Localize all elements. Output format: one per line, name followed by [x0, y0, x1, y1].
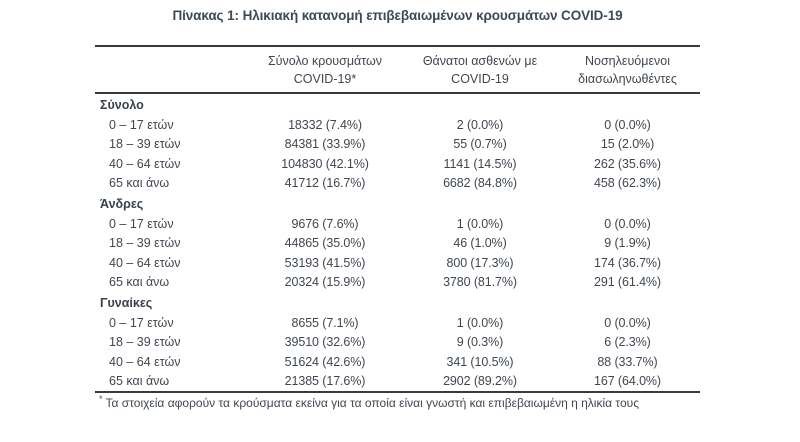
age-group-label: 18 – 39 ετών: [109, 236, 181, 251]
col-header-line: Νοσηλευόμενοι: [584, 54, 670, 68]
deaths-value: 46 (1.0%): [453, 236, 507, 251]
age-group-label: 65 και άνω: [109, 176, 170, 191]
intubated-value: 458 (62.3%): [594, 176, 661, 191]
deaths-value: 1141 (14.5%): [443, 156, 517, 171]
intubated-value: 6 (2.3%): [604, 335, 651, 350]
cases-value: 9676 (7.6%): [291, 216, 359, 231]
deaths-value: 55 (0.7%): [453, 137, 507, 152]
intubated-value: 0 (0.0%): [604, 117, 651, 132]
table-row: [95, 154, 700, 174]
table-row: [95, 253, 700, 273]
intubated-value: 9 (1.9%): [604, 236, 651, 251]
intubated-value: 167 (64.0%): [594, 374, 661, 389]
table-row: [95, 273, 700, 293]
intubated-value: 0 (0.0%): [604, 315, 651, 330]
section-header-women: Γυναίκες: [100, 296, 153, 310]
deaths-value: 2 (0.0%): [456, 117, 504, 132]
intubated-value: 0 (0.0%): [604, 216, 651, 231]
footnote-text: Τα στοιχεία αφορούν τα κρούσματα εκείνα για τα οποία είναι γνωστή και επιβεβαιωμένη η ηλικία τους: [105, 396, 639, 410]
footnote: [95, 394, 755, 410]
table-body: [95, 94, 700, 393]
deaths-value: 1 (0.0%): [456, 315, 504, 330]
table-row: [95, 352, 700, 372]
age-group-label: 0 – 17 ετών: [109, 315, 174, 330]
intubated-value: 88 (33.7%): [597, 354, 658, 369]
footnote-asterisk: *: [99, 394, 103, 404]
table-row: [95, 214, 700, 234]
section-header-total: Σύνολο: [100, 98, 144, 112]
col-header-line: Θάνατοι ασθενών με: [422, 54, 538, 68]
age-group-label: 0 – 17 ετών: [109, 117, 174, 132]
cases-value: 44865 (35.0%): [284, 236, 366, 251]
cases-value: 20324 (15.9%): [284, 275, 366, 290]
intubated-value: 262 (35.6%): [594, 156, 661, 171]
covid-age-distribution-table: [95, 45, 700, 393]
col-header-total-cases: [245, 52, 405, 88]
cases-value: 39510 (32.6%): [284, 335, 366, 350]
cases-value: 53193 (41.5%): [284, 255, 366, 270]
section-header-men: Άνδρες: [100, 197, 144, 211]
table-row: [95, 174, 700, 194]
cases-value: 21385 (17.6%): [284, 374, 366, 389]
table-row: [95, 115, 700, 135]
age-group-label: 0 – 17 ετών: [109, 216, 174, 231]
cases-value: 18332 (7.4%): [288, 117, 362, 132]
cases-value: 104830 (42.1%): [281, 156, 369, 171]
deaths-value: 2902 (89.2%): [443, 374, 517, 389]
deaths-value: 3780 (81.7%): [443, 275, 517, 290]
col-header-intubated: [555, 52, 700, 88]
col-header-line: COVID-19*: [293, 72, 357, 86]
deaths-value: 1 (0.0%): [456, 216, 504, 231]
age-group-label: 40 – 64 ετών: [109, 255, 181, 270]
table-row: [95, 313, 700, 333]
table-row: [95, 333, 700, 353]
col-header-deaths: [405, 52, 555, 88]
table-row: [95, 234, 700, 254]
cases-value: 51624 (42.6%): [284, 354, 366, 369]
deaths-value: 341 (10.5%): [446, 354, 514, 369]
cases-value: 84381 (33.9%): [284, 137, 366, 152]
age-group-label: 18 – 39 ετών: [109, 335, 181, 350]
age-group-label: 18 – 39 ετών: [109, 137, 181, 152]
cases-value: 8655 (7.1%): [291, 315, 359, 330]
age-group-label: 65 και άνω: [109, 275, 170, 290]
table-row: [95, 135, 700, 155]
age-group-label: 40 – 64 ετών: [109, 354, 181, 369]
col-header-line: Σύνολο κρουσμάτων: [267, 54, 383, 68]
age-group-label: 65 και άνω: [109, 374, 170, 389]
table-header-row: [95, 45, 700, 94]
cases-value: 41712 (16.7%): [284, 176, 366, 191]
col-header-line: διασωληνωθέντες: [578, 72, 677, 86]
deaths-value: 800 (17.3%): [446, 255, 514, 270]
deaths-value: 9 (0.3%): [456, 335, 504, 350]
table-row: [95, 372, 700, 392]
deaths-value: 6682 (84.8%): [443, 176, 517, 191]
age-group-label: 40 – 64 ετών: [109, 156, 181, 171]
col-header-line: COVID-19: [451, 72, 509, 86]
table-title: Πίνακας 1: Ηλικιακή κατανομή επιβεβαιωμένων κρουσμάτων COVID-19: [172, 8, 623, 23]
empty-header-cell: [95, 52, 245, 88]
intubated-value: 174 (36.7%): [594, 255, 661, 270]
intubated-value: 15 (2.0%): [600, 137, 655, 152]
intubated-value: 291 (61.4%): [594, 275, 661, 290]
